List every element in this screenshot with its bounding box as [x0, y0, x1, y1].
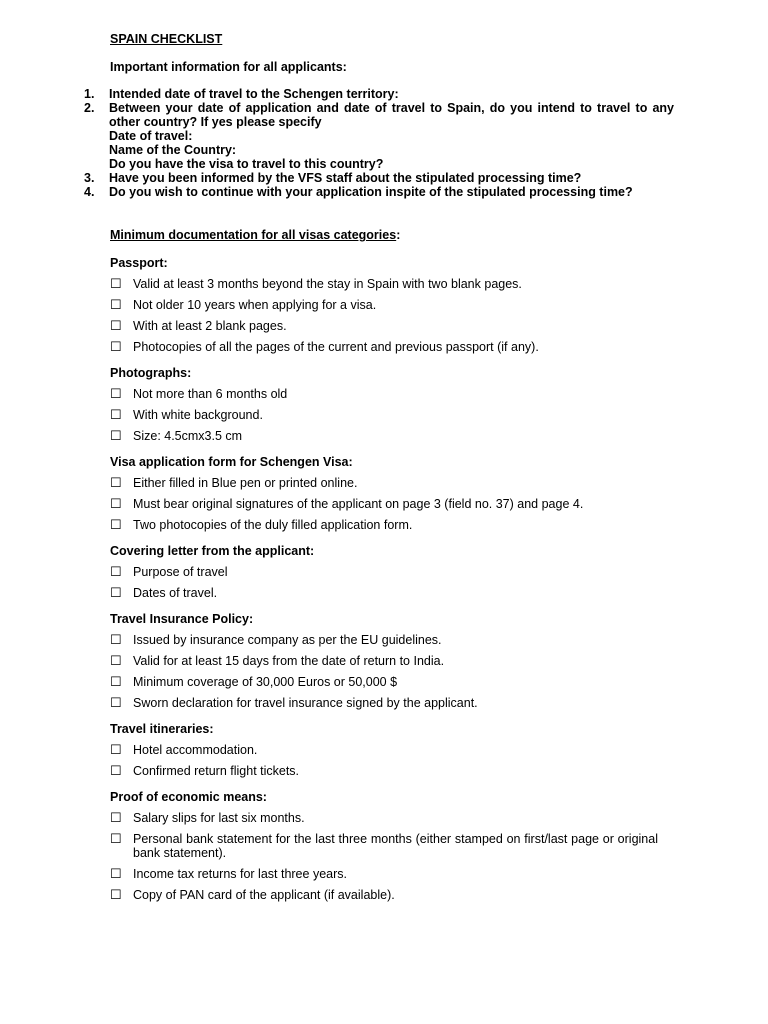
checkbox-icon: ☐ — [110, 674, 122, 689]
checkbox-icon: ☐ — [110, 564, 122, 579]
checkbox-icon: ☐ — [110, 831, 122, 846]
question-text: Between your date of application and date of travel to Spain, do you intend to travel to any other country? If yes please specify — [109, 101, 674, 129]
checkbox-icon: ☐ — [110, 585, 122, 600]
checklist-item — [110, 654, 658, 668]
question-subline: Name of the Country: — [109, 143, 237, 157]
checklist-section — [110, 722, 658, 778]
checklist-item — [110, 811, 658, 825]
checklist-item — [110, 476, 658, 490]
checklist-section — [110, 612, 658, 710]
checklist-item-text: Minimum coverage of 30,000 Euros or 50,000 $ — [133, 675, 398, 689]
checklist-item — [110, 867, 658, 881]
checklist-item — [110, 298, 658, 312]
section-heading: Passport: — [110, 256, 168, 270]
intro-heading: Important information for all applicants: — [110, 60, 347, 74]
question-item — [84, 101, 674, 129]
checklist-item — [110, 565, 658, 579]
checklist-item — [110, 696, 658, 710]
checklist-item-text: Sworn declaration for travel insurance signed by the applicant. — [133, 696, 478, 710]
checklist-item-text: Hotel accommodation. — [133, 743, 258, 757]
checklist-section — [110, 455, 658, 532]
question-text: Do you wish to continue with your application inspite of the stipulated processing time? — [109, 185, 633, 199]
checkbox-icon: ☐ — [110, 653, 122, 668]
checklist-item — [110, 387, 658, 401]
checkbox-icon: ☐ — [110, 866, 122, 881]
documentation-heading — [110, 228, 400, 242]
checkbox-icon: ☐ — [110, 339, 122, 354]
checkbox-icon: ☐ — [110, 695, 122, 710]
checklist-sections — [110, 256, 658, 914]
checkbox-icon: ☐ — [110, 517, 122, 532]
question-item — [84, 185, 674, 199]
checklist-item — [110, 832, 658, 860]
checklist-item — [110, 319, 658, 333]
checklist-section — [110, 366, 658, 443]
checklist-item-text: Valid for at least 15 days from the date of return to India. — [133, 654, 445, 668]
question-number: 1. — [84, 87, 95, 101]
checkbox-icon: ☐ — [110, 276, 122, 291]
checklist-item-text: Issued by insurance company as per the EU guidelines. — [133, 633, 442, 647]
checklist-section — [110, 544, 658, 600]
checklist-item-text: With white background. — [133, 408, 263, 422]
checklist-item-text: Copy of PAN card of the applicant (if available). — [133, 888, 395, 902]
question-text: Have you been informed by the VFS staff about the stipulated processing time? — [109, 171, 582, 185]
question-number: 3. — [84, 171, 95, 185]
checklist-item-text: Size: 4.5cmx3.5 cm — [133, 429, 243, 443]
section-heading: Photographs: — [110, 366, 192, 380]
checkbox-icon: ☐ — [110, 810, 122, 825]
checklist-item-text: Purpose of travel — [133, 565, 228, 579]
checkbox-icon: ☐ — [110, 297, 122, 312]
documentation-heading-text: Minimum documentation for all visas categories — [110, 228, 397, 242]
checklist-item — [110, 277, 658, 291]
checklist-item — [110, 764, 658, 778]
checklist-item — [110, 888, 658, 902]
section-heading: Travel itineraries: — [110, 722, 214, 736]
checklist-item-text: Dates of travel. — [133, 586, 218, 600]
checkbox-icon: ☐ — [110, 742, 122, 757]
documentation-heading-colon: : — [396, 228, 401, 242]
question-list — [84, 87, 674, 199]
section-heading: Covering letter from the applicant: — [110, 544, 315, 558]
question-item — [84, 87, 674, 101]
checkbox-icon: ☐ — [110, 407, 122, 422]
checklist-item — [110, 429, 658, 443]
checklist-item — [110, 633, 658, 647]
question-number: 2. — [84, 101, 95, 115]
checklist-section — [110, 790, 658, 902]
checklist-item — [110, 408, 658, 422]
checklist-item-text: Must bear original signatures of the applicant on page 3 (field no. 37) and page 4. — [133, 497, 584, 511]
checklist-section — [110, 256, 658, 354]
checkbox-icon: ☐ — [110, 475, 122, 490]
section-heading: Visa application form for Schengen Visa: — [110, 455, 353, 469]
checklist-item — [110, 586, 658, 600]
checklist-item — [110, 675, 658, 689]
question-subline: Date of travel: — [109, 129, 193, 143]
checklist-item — [110, 743, 658, 757]
checkbox-icon: ☐ — [110, 887, 122, 902]
checklist-item-text: Confirmed return flight tickets. — [133, 764, 300, 778]
question-item — [84, 171, 674, 185]
checkbox-icon: ☐ — [110, 632, 122, 647]
checkbox-icon: ☐ — [110, 318, 122, 333]
checklist-item-text: With at least 2 blank pages. — [133, 319, 287, 333]
section-heading: Proof of economic means: — [110, 790, 267, 804]
checklist-item-text: Not more than 6 months old — [133, 387, 288, 401]
checkbox-icon: ☐ — [110, 763, 122, 778]
checklist-item — [110, 518, 658, 532]
checklist-item-text: Two photocopies of the duly filled application form. — [133, 518, 413, 532]
checklist-item-text: Either filled in Blue pen or printed online. — [133, 476, 358, 490]
question-number: 4. — [84, 185, 95, 199]
page-title: SPAIN CHECKLIST — [110, 32, 223, 46]
checkbox-icon: ☐ — [110, 428, 122, 443]
checkbox-icon: ☐ — [110, 386, 122, 401]
checklist-item-text: Income tax returns for last three years. — [133, 867, 347, 881]
question-subline: Do you have the visa to travel to this country? — [109, 157, 384, 171]
section-heading: Travel Insurance Policy: — [110, 612, 254, 626]
checklist-item-text: Salary slips for last six months. — [133, 811, 305, 825]
checklist-item-text: Personal bank statement for the last three months (either stamped on first/last page or original bank statement). — [133, 832, 658, 860]
checkbox-icon: ☐ — [110, 496, 122, 511]
checklist-item — [110, 497, 658, 511]
question-text: Intended date of travel to the Schengen territory: — [109, 87, 399, 101]
checklist-item-text: Valid at least 3 months beyond the stay in Spain with two blank pages. — [133, 277, 522, 291]
checklist-item — [110, 340, 658, 354]
checklist-item-text: Photocopies of all the pages of the current and previous passport (if any). — [133, 340, 539, 354]
checklist-item-text: Not older 10 years when applying for a visa. — [133, 298, 377, 312]
